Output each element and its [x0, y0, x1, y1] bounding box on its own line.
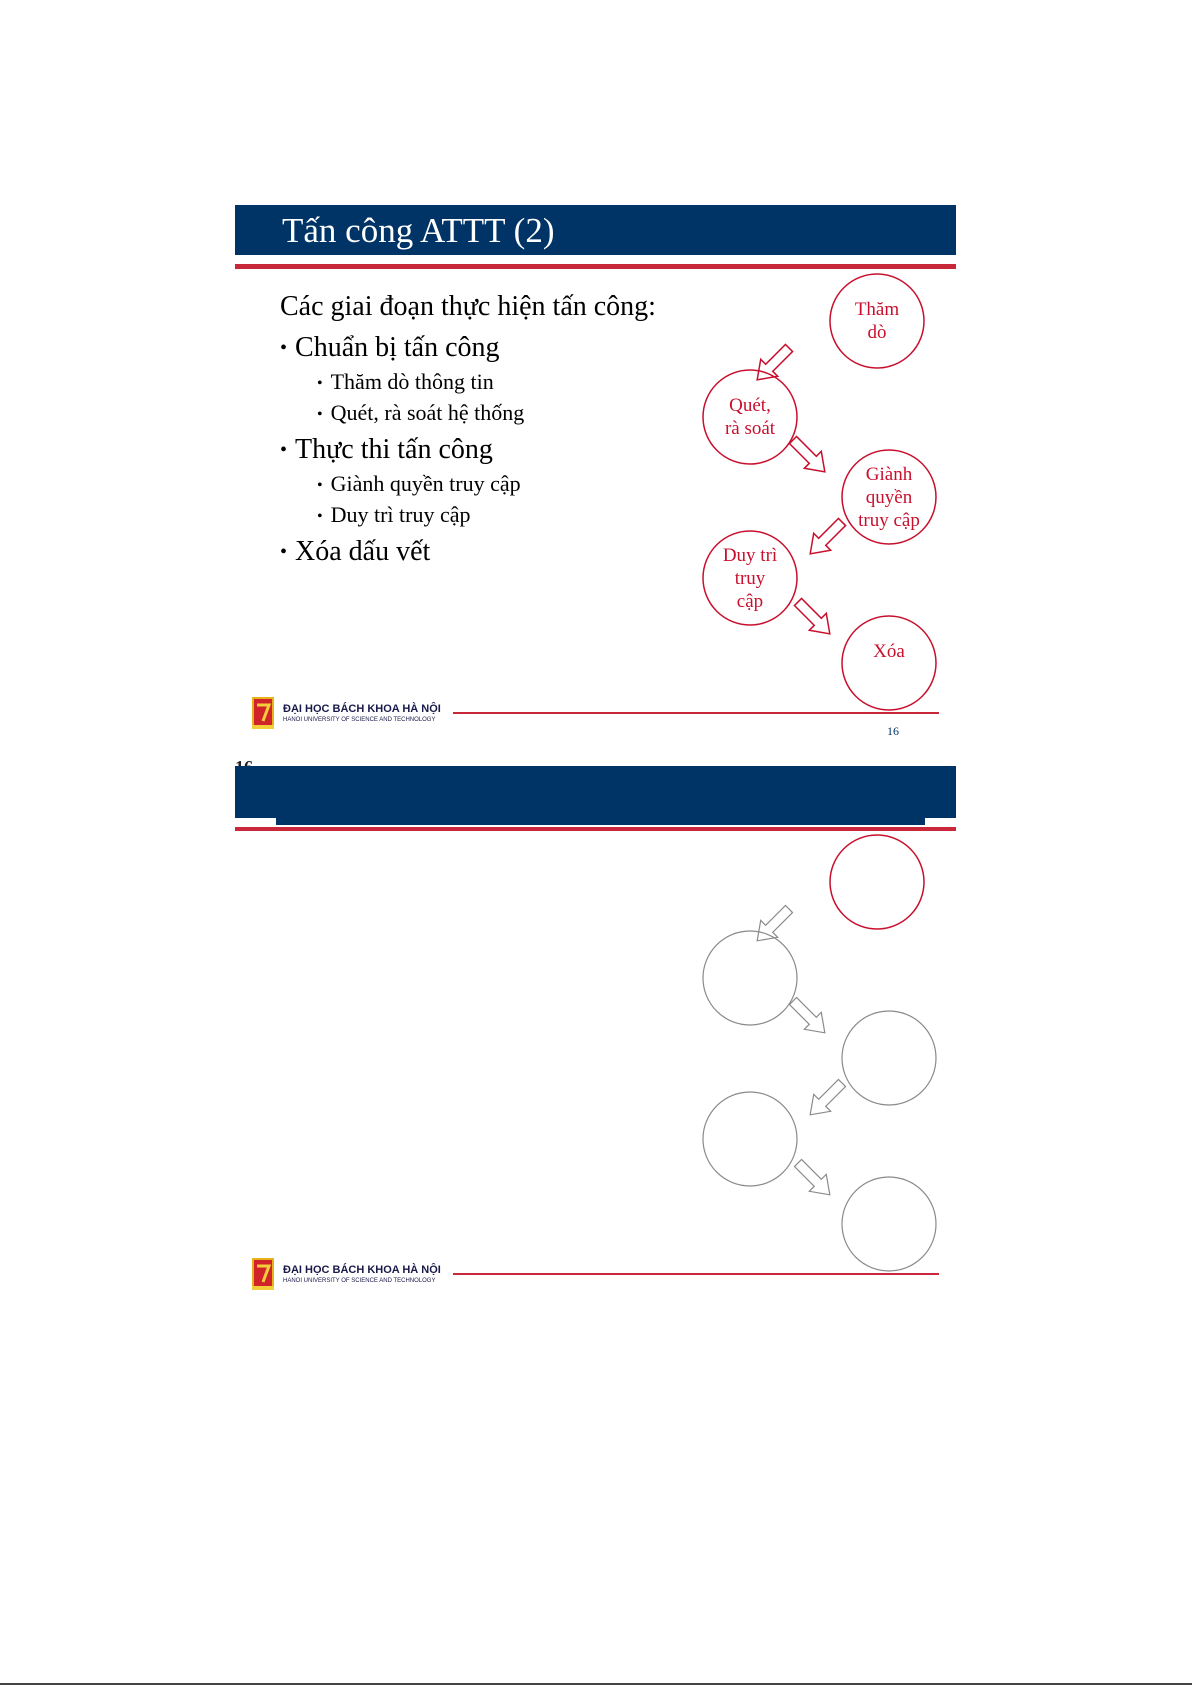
slide2-circle-3: [842, 1011, 936, 1105]
slide2-arrow-1: [749, 901, 798, 950]
slide1-intro: Các giai đoạn thực hiện tấn công:: [280, 291, 656, 322]
slide1-title: Tấn công ATTT (2): [282, 211, 555, 250]
bullet-prepare: • Chuẩn bị tấn công: [280, 331, 500, 367]
slide2-circle-1: [830, 835, 924, 929]
circle-maintain-access-label: Duy trì truy cập: [722, 544, 778, 612]
slide2-university-logo-icon: [252, 1258, 274, 1290]
circle-clear-label: Xóa: [873, 640, 905, 662]
slide2-circle-2: [703, 931, 797, 1025]
slide2-footer-university-name: ĐẠI HỌC BÁCH KHOA HÀ NỘI: [283, 1264, 441, 1276]
sub-bullet-maintain-access: • Duy trì truy cập: [317, 501, 471, 532]
sub-bullet-recon: • Thăm dò thông tin: [317, 368, 494, 399]
footer-university-name-en: HANOI UNIVERSITY OF SCIENCE AND TECHNOLOGY: [283, 717, 436, 723]
sub-bullet-scan: • Quét, rà soát hệ thống: [317, 399, 524, 430]
sub-bullet-gain-access: • Giành quyền truy cập: [317, 470, 521, 501]
circle-scan-label: Quét, rà soát: [724, 395, 776, 439]
bullet-execute: • Thực thi tấn công: [280, 433, 493, 469]
bullet-clear-tracks: • Xóa dấu vết: [280, 535, 430, 571]
slide2-circle-4: [703, 1092, 797, 1186]
slide2-circle-5: [842, 1177, 936, 1271]
footer-university-name: ĐẠI HỌC BÁCH KHOA HÀ NỘI: [283, 703, 441, 715]
page-number: 16: [887, 724, 899, 738]
circle-gain-access-label: Giành quyền truy cập: [858, 463, 920, 531]
slide2-arrow-4: [790, 1155, 839, 1204]
slide2-footer-line: [453, 1273, 939, 1275]
slide2-footer-university-name-en: HANOI UNIVERSITY OF SCIENCE AND TECHNOLOGY: [283, 1278, 436, 1284]
slide2-arrow-3: [802, 1075, 851, 1124]
circle-recon-label: Thăm dò: [854, 299, 900, 343]
